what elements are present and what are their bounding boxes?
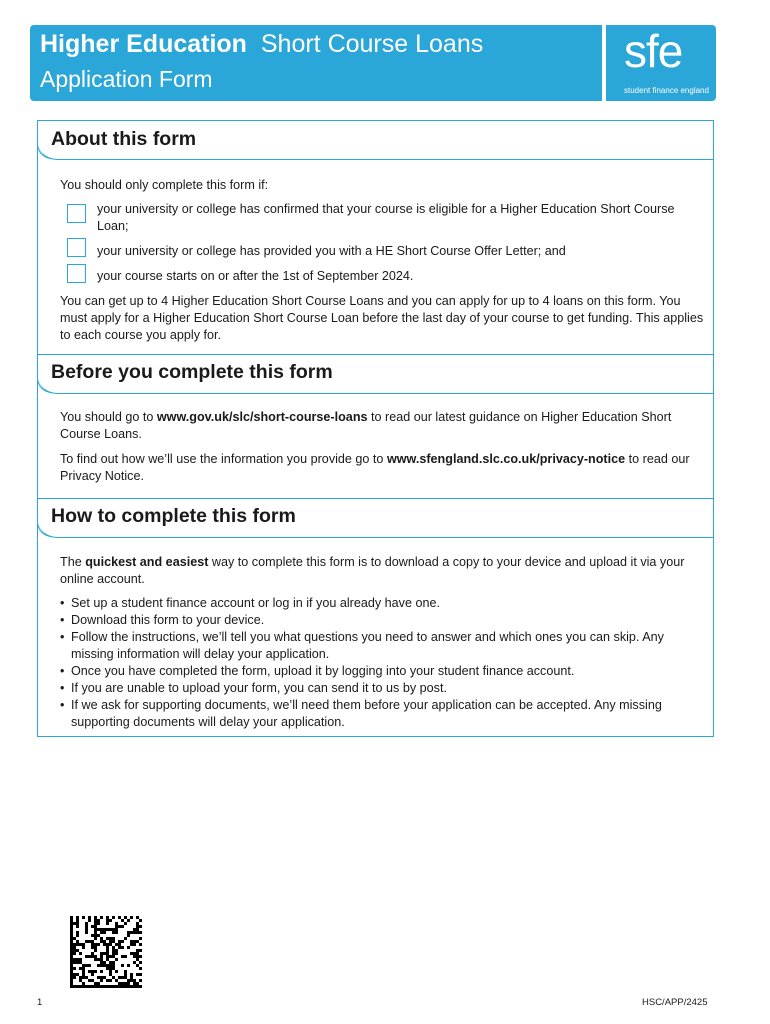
before-paragraph-1: You should go to www.gov.uk/slc/short-course-loans to read our latest guidance on Higher Education Short Course Loans.	[60, 410, 672, 441]
about-intro: You should only complete this form if:	[60, 178, 269, 192]
before-paragraph-2: To find out how we’ll use the information you provide go to www.sfengland.slc.co.uk/privacy-notice to read our Privacy Notice.	[60, 452, 690, 483]
condition-checkbox-3[interactable]	[67, 264, 86, 283]
condition-text-3: your course starts on or after the 1st of September 2024.	[97, 269, 414, 283]
how-intro: The quickest and easiest way to complete this form is to download a copy to your device and upload it via your online account.	[60, 555, 685, 586]
form-title-regular: Short Course Loans	[260, 30, 484, 58]
privacy-notice-link[interactable]: www.sfengland.slc.co.uk/privacy-notice	[386, 452, 626, 466]
form-title-bold: Higher Education	[40, 30, 247, 58]
form-subtitle: Application Form	[40, 66, 213, 92]
section-title-about: About this form	[51, 128, 197, 150]
sfe-logo-mark: sfe	[624, 25, 683, 77]
sfe-logo-subtext: student finance england	[624, 86, 709, 95]
list-item: • Once you have completed the form, upload it by logging into your student finance account.	[60, 663, 710, 680]
datamatrix-barcode	[70, 916, 142, 988]
section-title-how: How to complete this form	[51, 505, 296, 527]
page-number: 1	[37, 997, 43, 1008]
form-title	[40, 30, 483, 59]
list-item: • If you are unable to upload your form, you can send it to us by post.	[60, 680, 710, 697]
list-item: • Download this form to your device.	[60, 612, 710, 629]
guidance-link[interactable]: www.gov.uk/slc/short-course-loans	[156, 410, 368, 424]
condition-text-1: your university or college has confirmed that your course is eligible for a Higher Education Short Course Loan;	[97, 202, 675, 233]
list-item: • Set up a student finance account or log in if you already have one.	[60, 595, 710, 612]
condition-checkbox-1[interactable]	[67, 204, 86, 223]
list-item: • Follow the instructions, we’ll tell you what questions you need to answer and which ones you can skip. Any missing information will delay your application.	[60, 629, 710, 663]
form-code: HSC/APP/2425	[642, 997, 708, 1008]
about-body: You can get up to 4 Higher Education Short Course Loans and you can apply for up to 4 loans on this form. You must apply for a Higher Education Short Course Loan before the last day of your course to get funding. This applies to each course you apply for.	[60, 294, 704, 342]
section-title-before: Before you complete this form	[51, 361, 333, 383]
condition-checkbox-2[interactable]	[67, 238, 86, 257]
how-instructions-list	[60, 595, 710, 731]
condition-text-2: your university or college has provided you with a HE Short Course Offer Letter; and	[97, 244, 566, 258]
list-item: • If we ask for supporting documents, we’ll need them before your application can be accepted. Any missing supporting documents will delay your application.	[60, 697, 710, 731]
